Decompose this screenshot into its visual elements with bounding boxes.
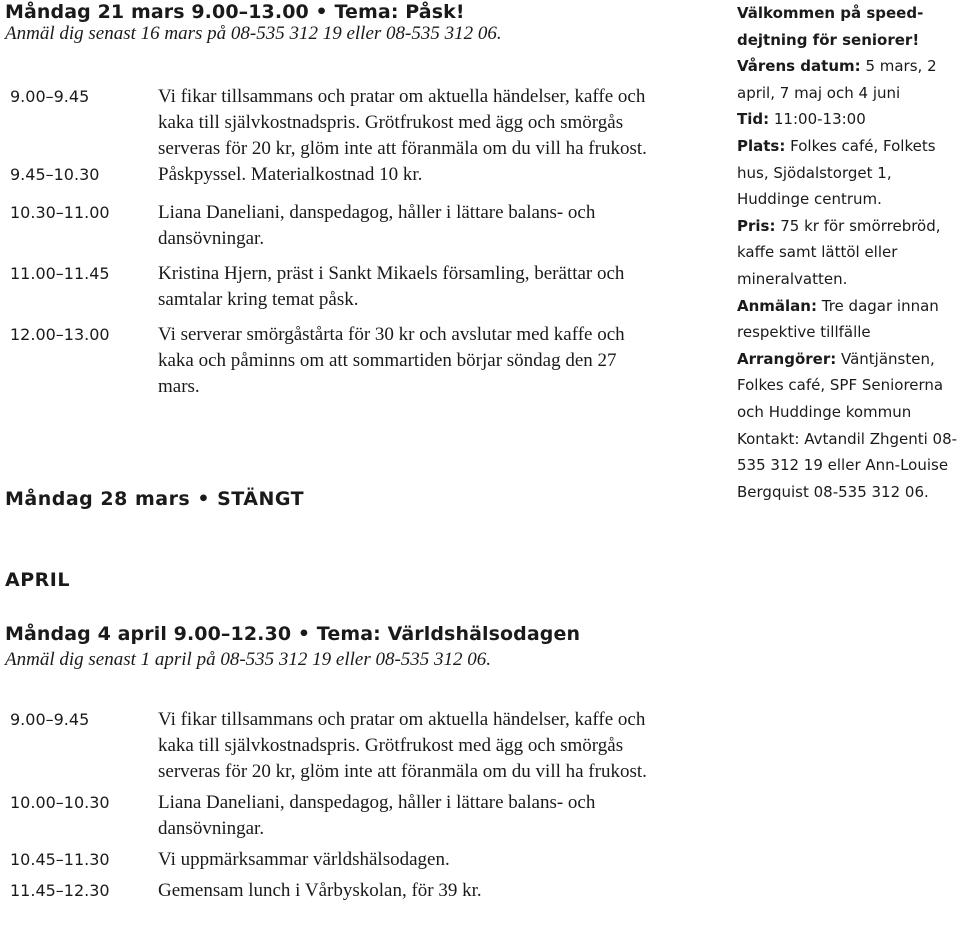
schedule-row (10, 790, 650, 842)
schedule-row (10, 261, 650, 313)
schedule-time: 11.00–11.45 (10, 264, 110, 283)
place-label: Plats: (737, 136, 786, 155)
schedule-time: 10.45–11.30 (10, 850, 110, 869)
price-value: 75 kr för smörrebröd, kaffe samt lättöl eller mineralvatten. (737, 216, 941, 288)
dates-value: 5 mars, 2 april, 7 maj och 4 juni (737, 57, 937, 102)
march21-heading: Måndag 21 mars 9.00–13.00 • Tema: Påsk! (5, 1, 465, 23)
signup-value: Tre dagar innan respektive tillfälle (737, 296, 939, 342)
sidebar-organizers (737, 346, 959, 426)
schedule-row (10, 84, 650, 162)
schedule-row (10, 322, 650, 400)
schedule-text: Vi fikar tillsammans och pratar om aktuella händelser, kaffe och kaka till självkostnadspris. Grötfrukost med ägg och smörgås serveras för 20 kr, glöm inte att föranmäla om du vill ha frukost. (158, 86, 647, 159)
schedule-row (10, 200, 650, 252)
sidebar-price (737, 213, 959, 293)
sidebar-time (737, 106, 959, 133)
schedule-time: 9.45–10.30 (10, 165, 100, 184)
schedule-text: Vi uppmärksammar världshälsodagen. (158, 849, 450, 870)
organizers-value: Väntjänsten, Folkes café, SPF Seniorerna och Huddinge kommun (737, 349, 944, 421)
march21-schedule (10, 84, 650, 400)
signup-label: Anmälan: (737, 296, 817, 315)
time-label: Tid: (737, 110, 770, 129)
march21-signup: Anmäl dig senast 16 mars på 08-535 312 19 eller 08-535 312 06. (5, 23, 502, 44)
april4-heading: Måndag 4 april 9.00–12.30 • Tema: Världshälsodagen (5, 623, 581, 645)
sidebar-contact: Kontakt: Avtandil Zhgenti 08-535 312 19 eller Ann-Louise Bergquist 08-535 312 06. (737, 429, 958, 501)
speed-dating-sidebar (737, 0, 959, 505)
schedule-text: Kristina Hjern, präst i Sankt Mikaels församling, berättar och samtalar kring temat påsk. (158, 263, 625, 310)
sidebar-dates (737, 53, 959, 106)
sidebar-place (737, 133, 959, 213)
sidebar-signup (737, 293, 959, 346)
sidebar-title: Välkommen på speed-dejtning för seniorer! (737, 4, 924, 49)
time-value: 11:00-13:00 (773, 110, 866, 129)
schedule-time: 10.00–10.30 (10, 793, 110, 812)
april4-signup: Anmäl dig senast 1 april på 08-535 312 19 eller 08-535 312 06. (5, 649, 492, 670)
schedule-text: Gemensam lunch i Vårbyskolan, för 39 kr. (158, 880, 482, 901)
schedule-text: Påskpyssel. Materialkostnad 10 kr. (158, 164, 423, 185)
schedule-text: Liana Daneliani, danspedagog, håller i lättare balans- och dansövningar. (158, 202, 596, 249)
price-label: Pris: (737, 216, 776, 235)
april4-schedule (10, 707, 650, 904)
april-section-title: APRIL (5, 569, 70, 591)
dates-label: Vårens datum: (737, 57, 861, 76)
schedule-time: 12.00–13.00 (10, 325, 110, 344)
schedule-time: 10.30–11.00 (10, 203, 110, 222)
place-value: Folkes café, Folkets hus, Sjödalstorget 1, Huddinge centrum. (737, 136, 936, 209)
schedule-row (10, 847, 650, 873)
march28-heading: Måndag 28 mars • STÄNGT (5, 488, 305, 510)
schedule-time: 9.00–9.45 (10, 87, 90, 106)
organizers-label: Arrangörer: (737, 349, 837, 368)
schedule-text: Vi fikar tillsammans och pratar om aktuella händelser, kaffe och kaka till självkostnadspris. Grötfrukost med ägg och smörgås serveras för 20 kr, glöm inte att föranmäla om du vill ha frukost. (158, 709, 647, 782)
schedule-text: Vi serverar smörgåstårta för 30 kr och avslutar med kaffe och kaka och påminns om att sommartiden börjar söndag den 27 mars. (158, 324, 625, 397)
schedule-row (10, 162, 650, 188)
schedule-text: Liana Daneliani, danspedagog, håller i lättare balans- och dansövningar. (158, 792, 596, 839)
schedule-time: 9.00–9.45 (10, 710, 90, 729)
schedule-row (10, 878, 650, 904)
schedule-time: 11.45–12.30 (10, 881, 110, 900)
schedule-row (10, 707, 650, 785)
